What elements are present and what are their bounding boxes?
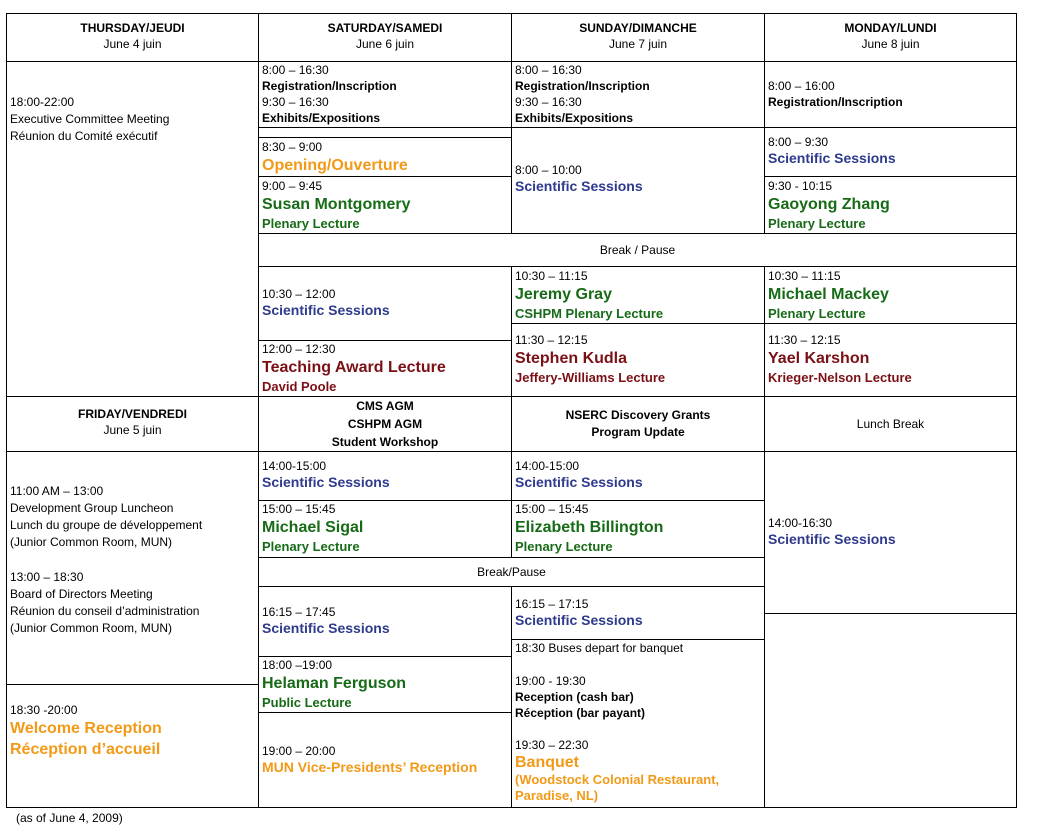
revision-note: (as of June 4, 2009) <box>16 811 123 825</box>
friday-luncheon: 11:00 AM – 13:00 Development Group Luncheon Lunch du groupe de développement (Junior Common Room, MUN) <box>10 484 203 549</box>
saturday-registration: 8:00 – 16:30 Registration/Inscription 9:30 – 16:30 Exhibits/Expositions <box>262 63 397 125</box>
saturday-plenary-sigal: 15:00 – 15:45 Michael Sigal Plenary Lecture <box>262 502 364 554</box>
saturday-scientific-sessions-late-morning: 10:30 – 12:00 Scientific Sessions <box>262 287 390 318</box>
saturday-agm: CMS AGM CSHPM AGM Student Workshop <box>331 399 439 449</box>
thursday-executive-meeting: 18:00-22:00 Executive Committee Meeting Réunion du Comité exécutif <box>10 95 170 143</box>
day-name: FRIDAY/VENDREDI <box>78 407 187 421</box>
sunday-plenary-billington: 15:00 – 15:45 Elizabeth Billington Plenary Lecture <box>515 502 664 554</box>
sunday-registration: 8:00 – 16:30 Registration/Inscription 9:30 – 16:30 Exhibits/Expositions <box>515 63 650 125</box>
friday-welcome-reception: 18:30 -20:00 Welcome Reception Réception d’accueil <box>10 703 162 758</box>
saturday-scientific-sessions-afternoon: 14:00-15:00 Scientific Sessions <box>262 459 390 490</box>
day-name: MONDAY/LUNDI <box>844 21 937 35</box>
monday-plenary-mackey: 10:30 – 11:15 Michael Mackey Plenary Lecture <box>768 269 889 321</box>
day-date: June 8 juin <box>861 37 920 51</box>
afternoon-break: Break/Pause <box>477 565 546 579</box>
monday-registration: 8:00 – 16:00 Registration/Inscription <box>768 79 903 109</box>
sunday-scientific-sessions-late: 16:15 – 17:15 Scientific Sessions <box>515 597 643 628</box>
monday-lunch-break: Lunch Break <box>856 417 925 431</box>
sunday-scientific-sessions-morning: 8:00 – 10:00 Scientific Sessions <box>515 163 643 194</box>
sunday-scientific-sessions-afternoon: 14:00-15:00 Scientific Sessions <box>515 459 643 490</box>
buses-note: 18:30 Buses depart for banquet <box>515 641 684 655</box>
saturday-vp-reception: 19:00 – 20:00 MUN Vice-Presidents’ Reception <box>262 744 478 775</box>
saturday-plenary-montgomery: 9:00 – 9:45 Susan Montgomery Plenary Lecture <box>262 179 411 231</box>
monday-plenary-zhang: 9:30 - 10:15 Gaoyong Zhang Plenary Lecture <box>768 179 890 231</box>
day-date: June 6 juin <box>355 37 415 51</box>
saturday-scientific-sessions-late: 16:15 – 17:45 Scientific Sessions <box>262 605 390 636</box>
monday-krieger-nelson-karshon: 11:30 – 12:15 Yael Karshon Krieger-Nelson Lecture <box>768 333 912 385</box>
header-sunday <box>511 20 765 52</box>
sunday-nserc-update: NSERC Discovery Grants Program Update <box>565 408 711 439</box>
header-thursday <box>6 20 259 52</box>
day-name: SATURDAY/SAMEDI <box>327 21 443 35</box>
friday-board-meeting: 13:00 – 18:30 Board of Directors Meeting Réunion du conseil d’administration (Junior Common Room, MUN) <box>10 570 200 635</box>
header-saturday <box>258 20 512 52</box>
morning-break: Break / Pause <box>599 243 676 257</box>
sunday-cshpm-plenary-gray: 10:30 – 11:15 Jeremy Gray CSHPM Plenary Lecture <box>515 269 664 321</box>
monday-scientific-sessions-afternoon: 14:00-16:30 Scientific Sessions <box>768 516 896 547</box>
day-date: June 5 juin <box>103 423 162 437</box>
sunday-jeffery-williams-kudla: 11:30 – 12:15 Stephen Kudla Jeffery-Williams Lecture <box>515 333 666 385</box>
header-monday <box>764 20 1017 52</box>
sunday-evening: 18:30 Buses depart for banquet 19:00 - 19:30 Reception (cash bar) Réception (bar payant) 19:30 – 22:30 Banquet (Woodstock Colonial Restaurant, Paradise, NL) <box>511 640 765 804</box>
header-friday <box>6 406 259 438</box>
saturday-opening: 8:30 – 9:00 Opening/Ouverture <box>262 140 408 174</box>
saturday-public-lecture-ferguson: 18:00 –19:00 Helaman Ferguson Public Lecture <box>262 658 407 710</box>
day-date: June 4 juin <box>103 37 162 51</box>
day-name: SUNDAY/DIMANCHE <box>579 21 697 35</box>
day-date: June 7 juin <box>608 37 668 51</box>
saturday-teaching-award: 12:00 – 12:30 Teaching Award Lecture David Poole <box>262 342 446 394</box>
day-name: THURSDAY/JEUDI <box>80 21 185 35</box>
monday-scientific-sessions-morning: 8:00 – 9:30 Scientific Sessions <box>768 135 896 166</box>
